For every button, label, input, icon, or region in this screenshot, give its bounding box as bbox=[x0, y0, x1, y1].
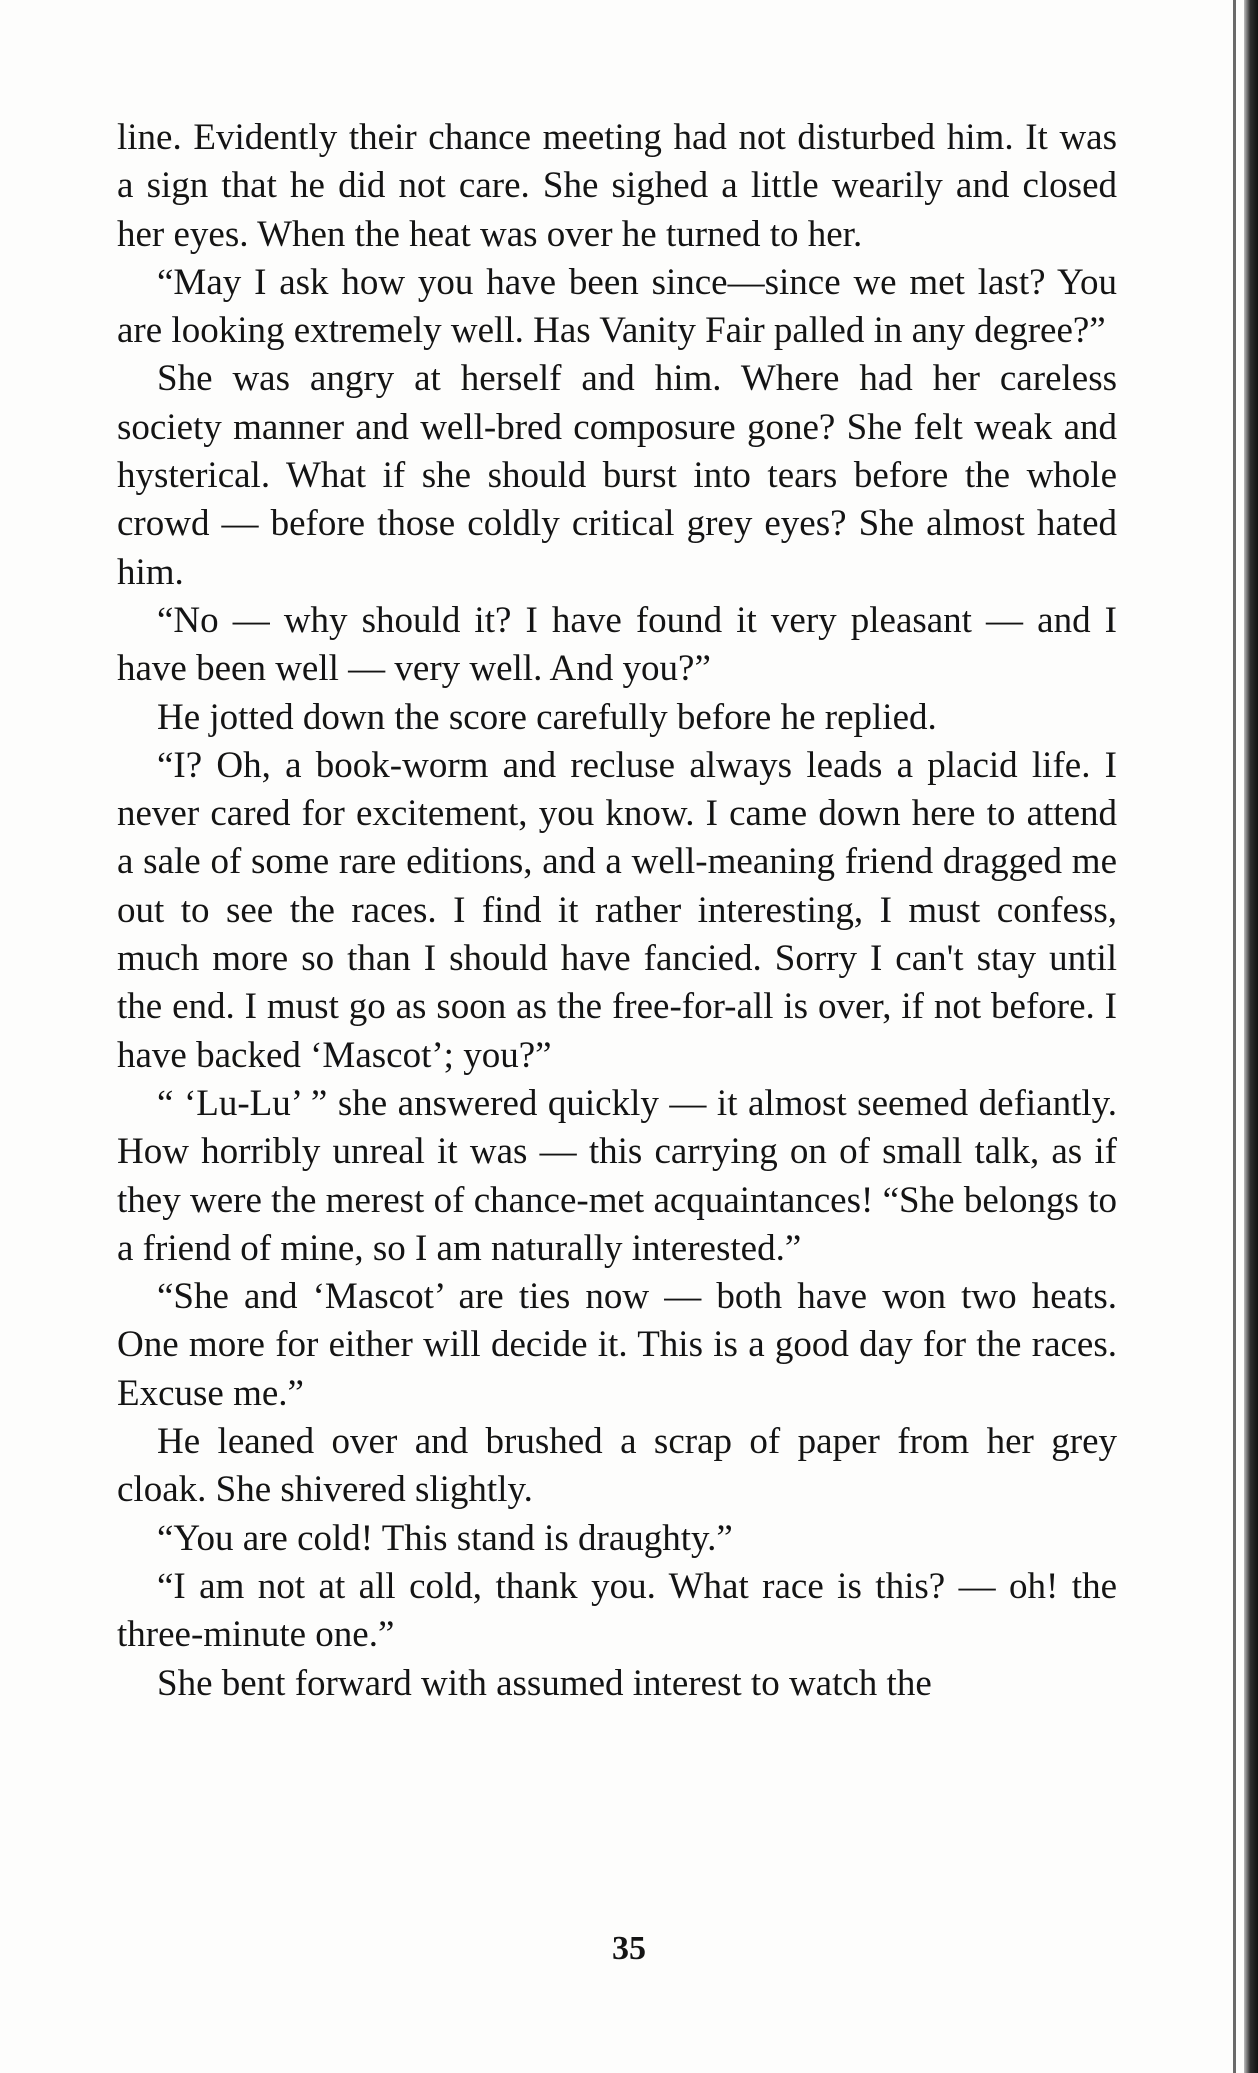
paragraph-continues: She bent forward with assumed interest to watch the bbox=[157, 1662, 932, 1704]
paragraph: “She and ‘Mascot’ are ties now — both have won two heats. One more for either will decide it. This is a good day for the races. Excuse me.” bbox=[117, 1276, 1117, 1414]
paragraph: She was angry at herself and him. Where had her careless society manner and well-bred composure gone? She felt weak and hysterical. What if she should burst into tears before the whole crowd — before those coldly critical grey eyes? She almost hated him. bbox=[117, 358, 1117, 593]
paragraph: “I am not at all cold, thank you. What race is this? — oh! the three-minute one.” bbox=[117, 1565, 1117, 1656]
paragraph: “No — why should it? I have found it very pleasant — and I have been well — very well. And you?” bbox=[117, 599, 1117, 690]
paragraph: “I? Oh, a book-worm and recluse always leads a placid life. I never cared for excitement, you know. I came down here to attend a sale of some rare editions, and a well-meaning friend dragged me out to see the races. I find it rather interesting, I must confess, much more so than I should have fancied. Sorry I can't stay until the end. I must go as soon as the free-for-all is over, if not before. I have backed ‘Mascot’; you?” bbox=[117, 744, 1117, 1076]
binding-shadow-line bbox=[1233, 0, 1236, 2073]
paragraph: He leaned over and brushed a scrap of paper from her grey cloak. She shivered slightly. bbox=[117, 1421, 1117, 1511]
page-number: 35 bbox=[612, 1930, 646, 1967]
body-text bbox=[117, 114, 1117, 1708]
paragraph: “You are cold! This stand is draughty.” bbox=[157, 1517, 733, 1559]
paragraph: “ ‘Lu-Lu’ ” she answered quickly — it almost seemed defiantly. How horribly unreal it was — this carrying on of small talk, as if they were the merest of chance-met acquaintances! “She belongs to a friend of mine, so I am naturally interested.” bbox=[117, 1082, 1117, 1269]
binding-edge bbox=[1244, 0, 1258, 2073]
paragraph: “May I ask how you have been since—since we met last? You are looking extremely well. Has Vanity Fair palled in any degree?” bbox=[117, 261, 1117, 352]
paragraph-continued: line. Evidently their chance meeting had not disturbed him. It was a sign that he did not care. She sighed a little wearily and closed her eyes. When the heat was over he turned to her. bbox=[117, 117, 1117, 255]
paragraph: He jotted down the score carefully before he replied. bbox=[157, 696, 937, 738]
